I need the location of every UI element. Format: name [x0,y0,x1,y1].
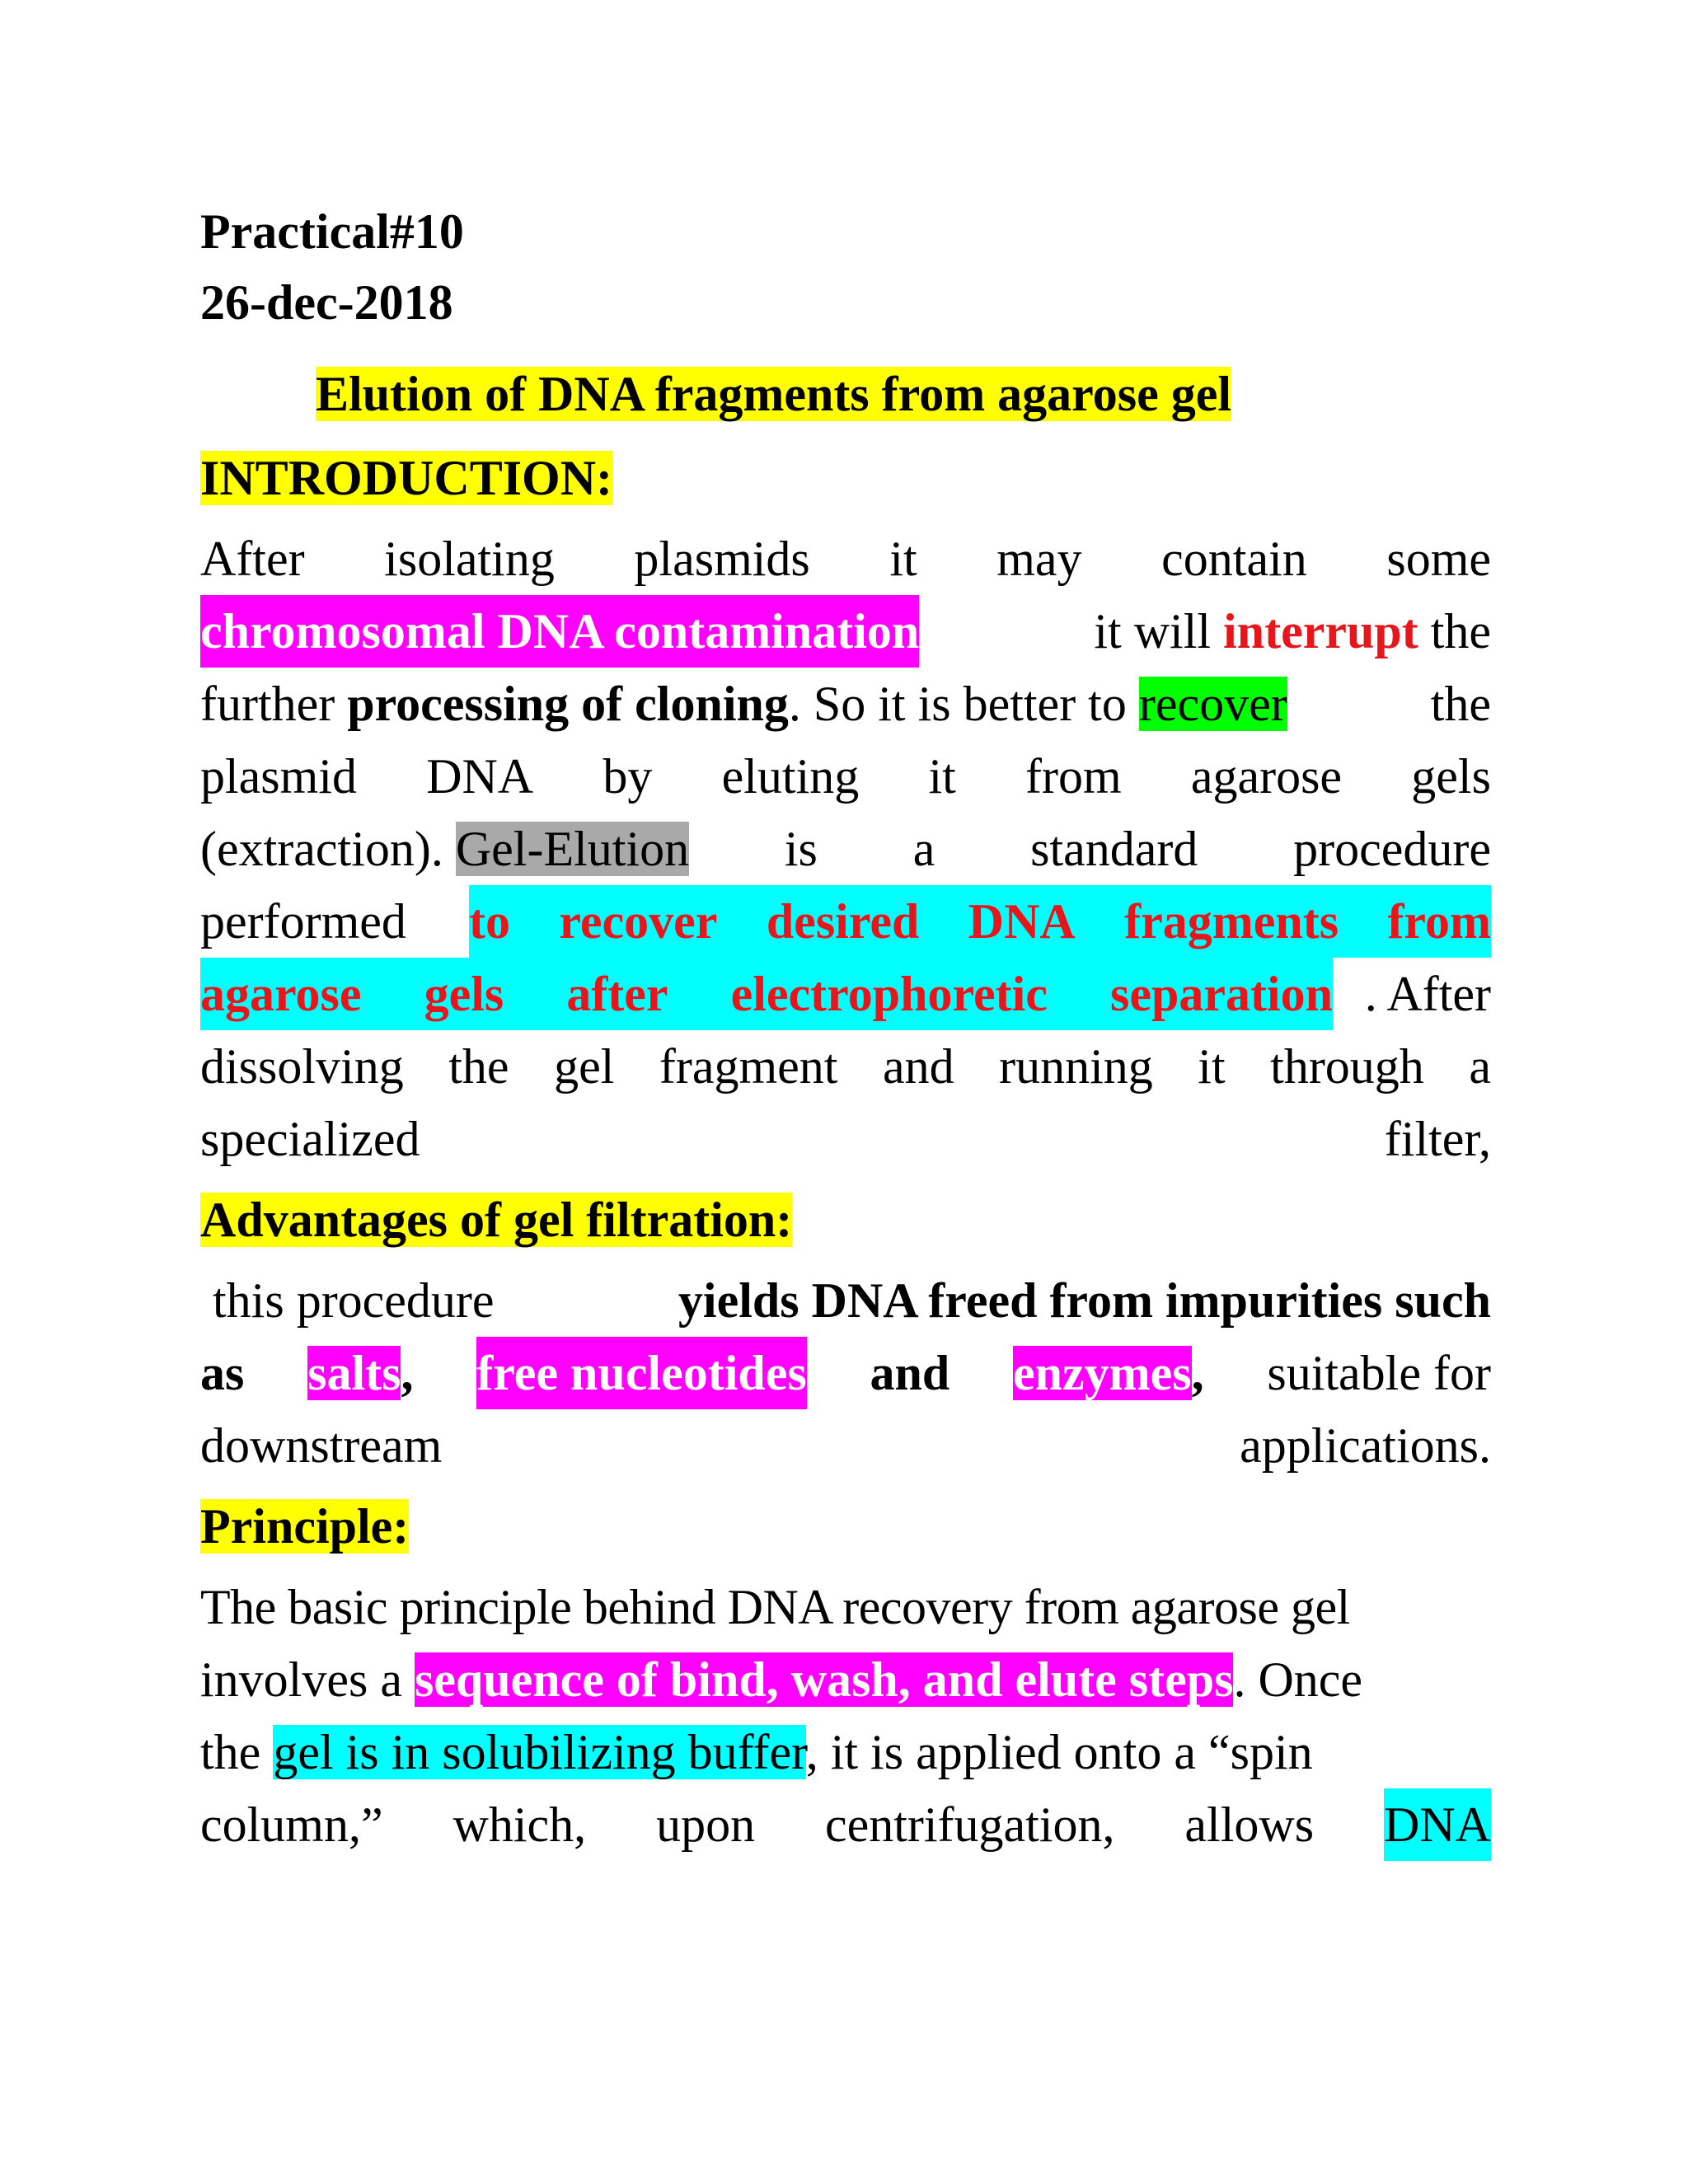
principle-line-2: involves a sequence of bind, wash, and elute steps. Once [200,1652,1363,1707]
highlight-enzymes: enzymes [1013,1346,1192,1400]
practical-number: Practical#10 [200,204,464,259]
intro-line-1: After isolating plasmids it may contain some [200,532,1491,586]
intro-line-7: agarose gels after electrophoretic separation . After [200,958,1491,1030]
document-title [316,364,1491,424]
document-content [200,196,1491,1861]
intro-line-8: dissolving the gel fragment and running it through a [200,1039,1491,1094]
highlight-dna: DNA [1384,1788,1491,1861]
practical-date: 26-dec-2018 [200,275,453,330]
highlight-interrupt: interrupt [1223,604,1418,658]
intro-line-9: specialized filter, [200,1112,1491,1166]
highlight-agarose-gels: agarose gels after electrophoretic separation [200,958,1333,1030]
highlight-solubilizing-buffer: gel is in solubilizing buffer [273,1725,806,1779]
intro-line-2: chromosomal DNA contamination it will interrupt the [200,595,1491,668]
principle-paragraph [200,1571,1491,1861]
advantages-heading: Advantages of gel filtration: [200,1193,793,1247]
principle-line-3: the gel is in solubilizing buffer, it is applied onto a “spin [200,1725,1313,1779]
highlight-gel-elution: Gel-Elution [455,822,690,876]
highlight-free-nucleotides: free nucleotides [476,1337,806,1409]
principle-heading: Principle: [200,1499,410,1554]
highlight-to-recover: to recover desired DNA fragments from [469,885,1491,958]
highlight-salts: salts [307,1346,401,1400]
principle-line-1: The basic principle behind DNA recovery from agarose gel [200,1580,1350,1634]
introduction-heading: INTRODUCTION: [200,451,613,505]
bold-processing-of-cloning: processing of cloning [347,677,789,731]
adv-line-3: downstream applications. [200,1418,1491,1473]
highlight-bind-wash-elute: sequence of bind, wash, and elute steps [414,1652,1234,1707]
intro-line-5: (extraction). Gel-Elution is a standard procedure [200,822,1491,876]
highlight-chromosomal-dna: chromosomal DNA contamination [200,595,919,668]
intro-line-4: plasmid DNA by eluting it from agarose gels [200,749,1491,804]
intro-line-6: performed to recover desired DNA fragments from [200,885,1491,958]
principle-line-4: column,” which, upon centrifugation, allows DNA [200,1788,1491,1861]
adv-line-2: as salts, free nucleotides and enzymes, suitable for [200,1337,1491,1409]
intro-line-3: further processing of cloning. So it is better to recover the [200,677,1491,731]
advantages-paragraph [200,1264,1491,1482]
highlight-recover: recover [1138,677,1287,731]
title-text: Elution of DNA fragments from agarose gel [316,367,1231,421]
adv-line-1: this procedure yields DNA freed from impurities such [213,1273,1491,1328]
introduction-paragraph [200,523,1491,1175]
